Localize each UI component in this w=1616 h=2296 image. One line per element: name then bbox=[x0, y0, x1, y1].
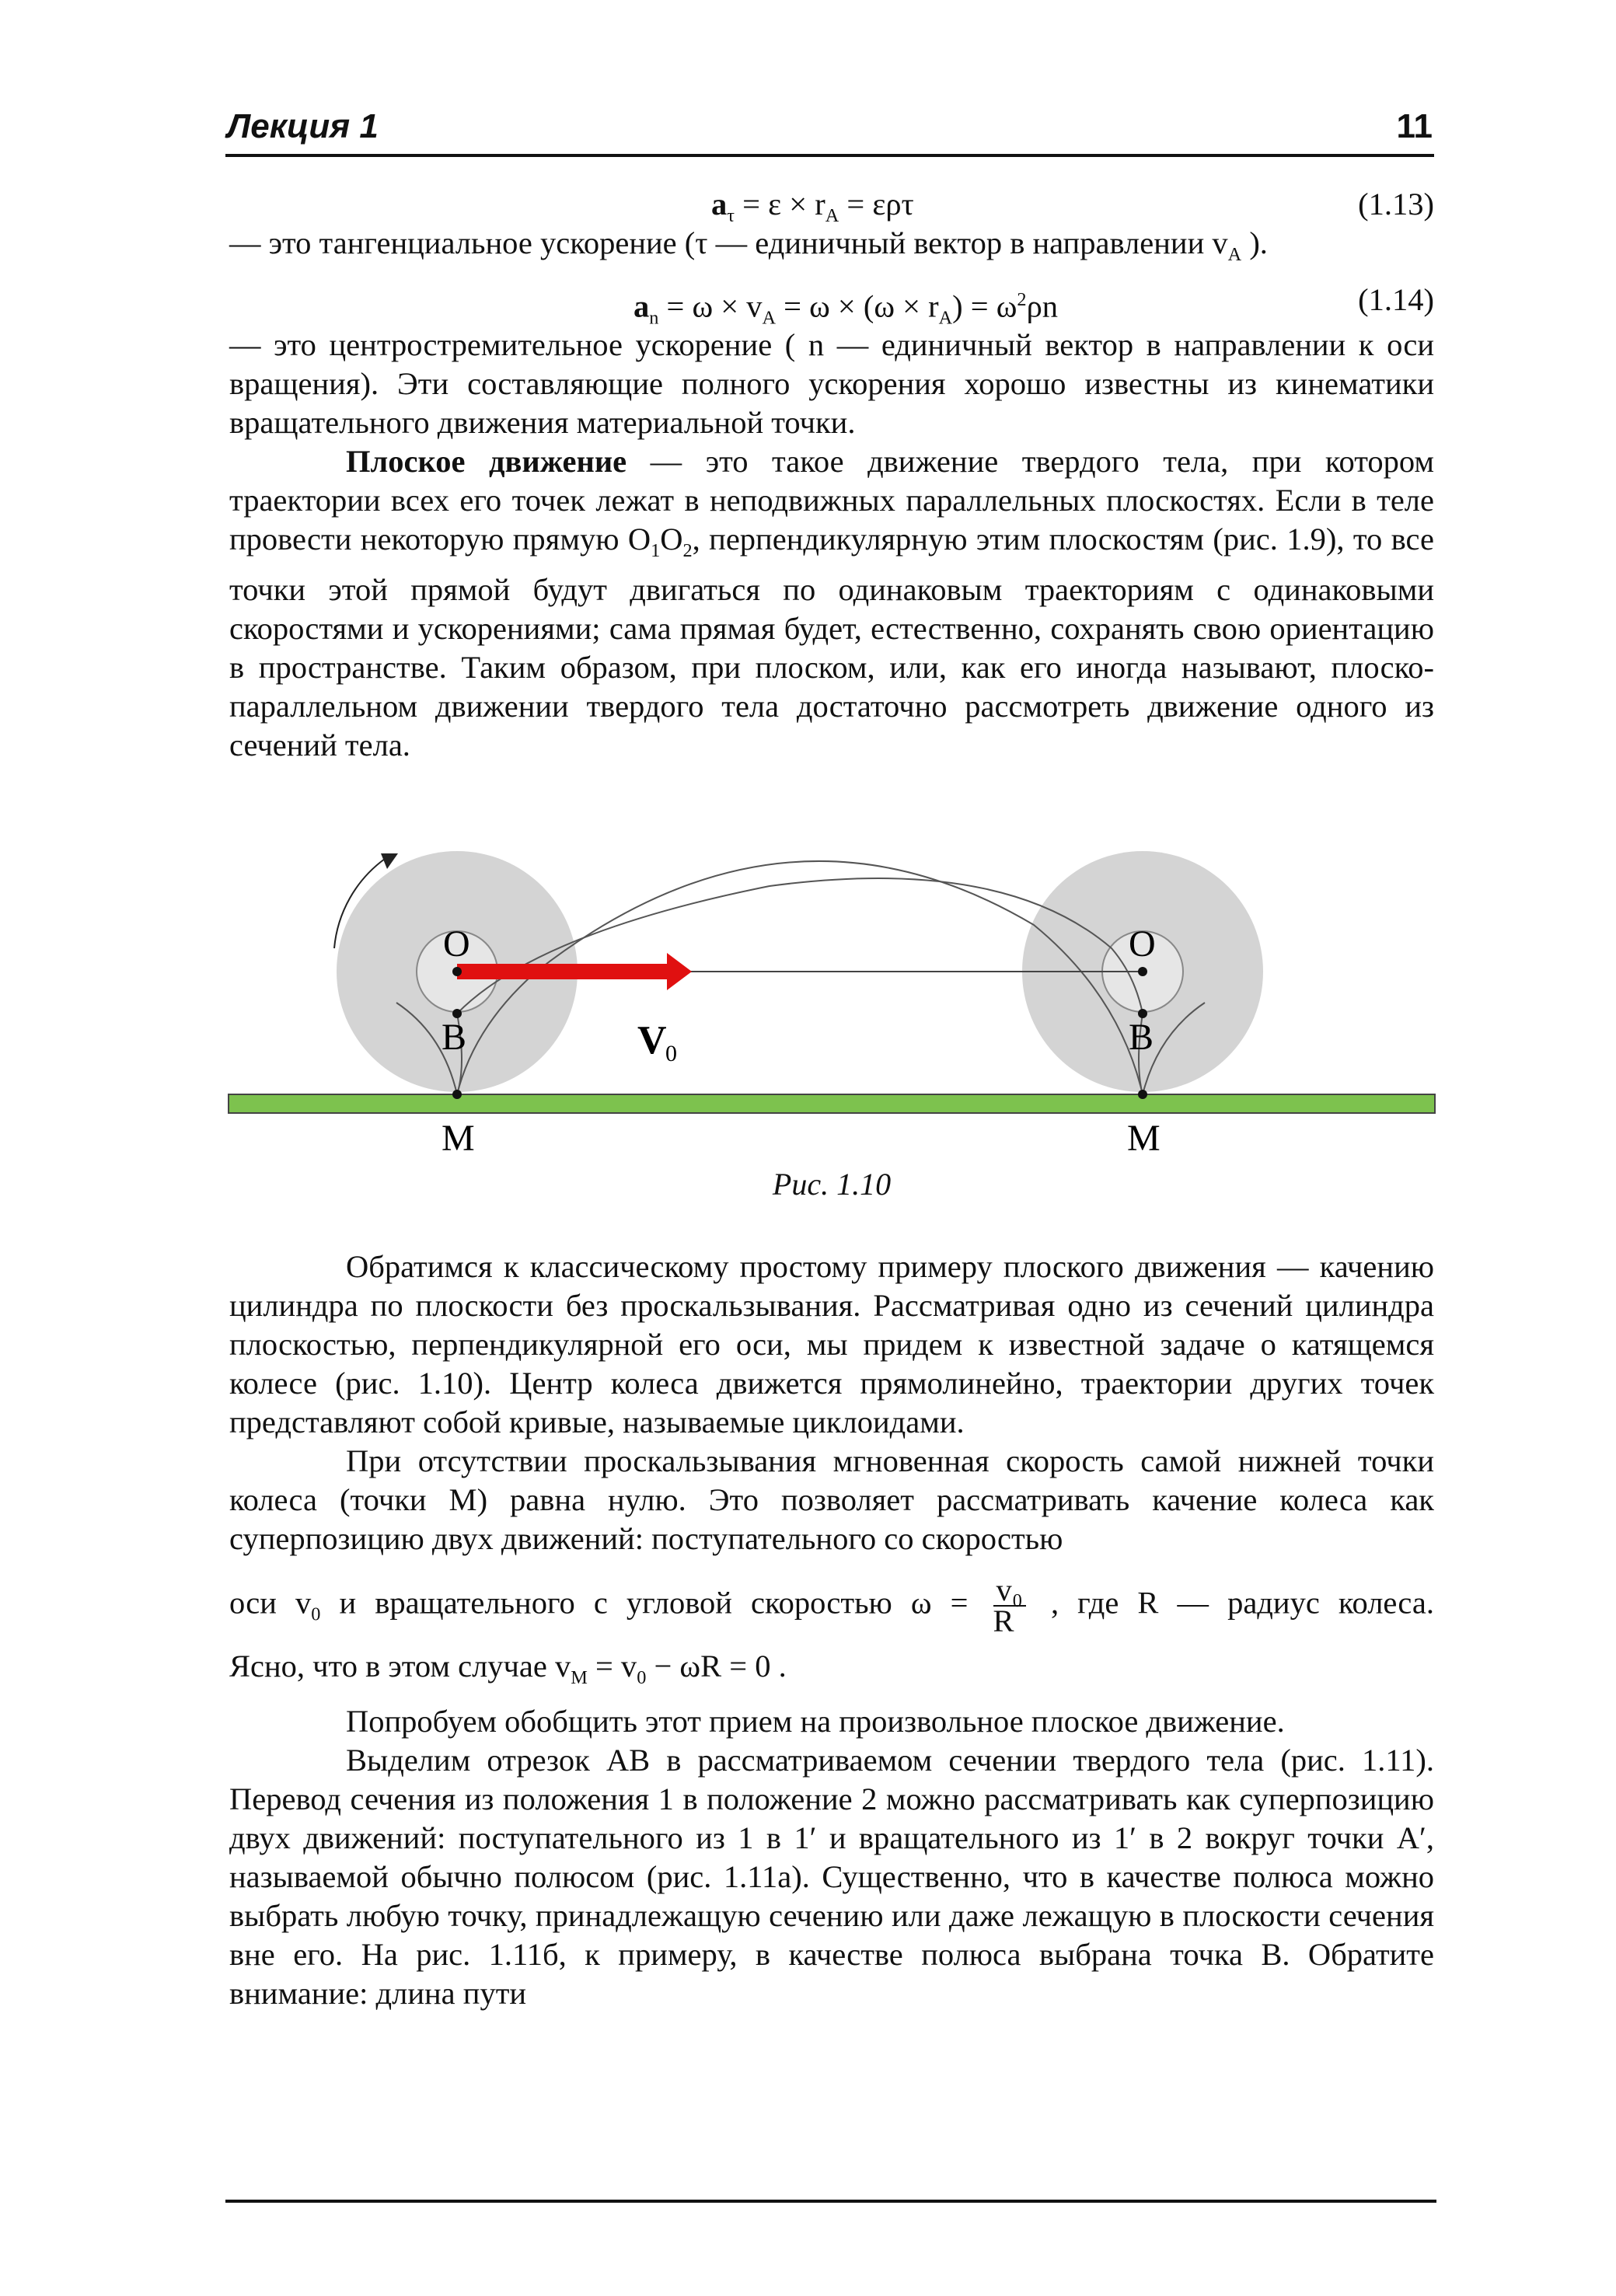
label-M-left: M bbox=[442, 1118, 475, 1159]
label-B-left: B bbox=[442, 1017, 467, 1058]
label-M-right: M bbox=[1127, 1118, 1161, 1159]
figure-1-10 bbox=[225, 839, 1438, 1228]
formula-1-14: $a_n = \omega \times v_A = \omega \times (\omega \times r_A) = \omega^2\rho n$ (1.14) bbox=[633, 282, 1434, 329]
label-velocity: V bbox=[637, 1018, 667, 1063]
page-number: 11 bbox=[1396, 107, 1433, 145]
omega-fraction: $\frac{\text{v₀}}{R}$ bbox=[993, 1575, 1026, 1636]
rolling-paragraph: Обратимся к классическому простому примеру плоского движения — качению цилиндра по плоскости без проскальзывания. Рассматривая одно из сечений цилиндра плоскостью, перпендикулярной его оси, мы придем к известной задаче о катящемся колесе (рис. 1.10). Центр колеса движется прямолинейно, траектории других точек представляют собой кривые, называемые циклоидами. bbox=[229, 1249, 1434, 1439]
point-O-left bbox=[452, 967, 462, 976]
bottom-rule bbox=[225, 2200, 1436, 2203]
no-slip-paragraph: При отсутствии проскальзывания мгновенная скорость самой нижней точки колеса (точки М) равна нулю. Это позволяет рассматривать качение колеса как суперпозицию двух движений: поступательного со скоростью bbox=[229, 1443, 1434, 1556]
clear-line: Ясно, что в этом случае $v_M = v_0 - \omega R = 0$ . bbox=[229, 1649, 787, 1689]
lecture-title: Лекция 1 bbox=[227, 107, 379, 145]
tangential-line: — это тангенциальное ускорение (τ — единичный вектор в направлении $v_A$ ). bbox=[229, 225, 1268, 266]
label-O-left: O bbox=[443, 923, 470, 965]
axis-velocity-line: оси $v_0$ и вращательного с угловой скоростью ω = $\frac{\text{v₀}}{R}$ , где R — радиус колеса. bbox=[229, 1572, 1434, 1638]
label-B-right: B bbox=[1129, 1017, 1154, 1058]
formula-1-13: $a_\tau = \varepsilon \times r_A = \varepsilon\rho\tau$ (1.13) bbox=[711, 187, 1434, 227]
figure-caption: Рис. 1.10 bbox=[772, 1167, 892, 1202]
point-M-right bbox=[1138, 1090, 1147, 1099]
point-M-left bbox=[452, 1090, 462, 1099]
label-velocity-sub: 0 bbox=[665, 1041, 677, 1066]
velocity-arrow-icon bbox=[667, 953, 692, 990]
try-paragraph: Попробуем обобщить этот прием на произвольное плоское движение. bbox=[346, 1704, 1285, 1739]
body-text-top bbox=[229, 185, 1434, 765]
plane-motion-term: Плоское движение bbox=[346, 444, 627, 480]
segment-ab-paragraph: Выделим отрезок AB в рассматриваемом сечении твердого тела (рис. 1.11). Перевод сечения из положения 1 в положение 2 можно рассматривать как суперпозицию двух движений: поступательного из 1 в 1′ и вращательного из 1′ в 2 вокруг точки A′, называемой обычно полюсом (рис. 1.11а). Существенно, что в качестве полюса можно выбрать любую точку, принадлежащую сечению или даже лежащую в плоскости сечения вне его. На рис. 1.11б, к примеру, в качестве полюса выбрана точка B. Обратите внимание: длина пути bbox=[229, 1743, 1434, 2012]
velocity-arrow-shaft bbox=[457, 964, 667, 979]
ground bbox=[229, 1094, 1435, 1113]
equation-number: (1.14) bbox=[1358, 282, 1434, 318]
page-header bbox=[225, 107, 1434, 157]
body-text-bottom bbox=[229, 1247, 1434, 2013]
rotation-arrowhead-icon bbox=[381, 853, 398, 869]
label-O-right: O bbox=[1129, 923, 1156, 965]
equation-number: (1.13) bbox=[1358, 187, 1434, 222]
point-O-right bbox=[1138, 967, 1147, 976]
plane-motion-paragraph: Плоское движение — это такое движение твердого тела, при котором траектории всех его точек лежат в неподвижных параллельных плоскостях. Если в теле провести некоторую прямую $O_1O_2$, перпендикулярную этим плоскостям (рис. 1.9), то все точки этой прямой будут двигаться по одинаковым траекториям с одинаковыми скоростями и ускорениями; сама прямая будет, естественно, сохранять свою ориентацию в пространстве. Таким образом, при плоском, или, как его иногда называют, плоско-параллельном движении твердого тела достаточно рассмотреть движение одного из сечений тела. bbox=[229, 444, 1434, 763]
centripetal-paragraph: — это центростремительное ускорение ( n — единичный вектор в направлении к оси вращения). Эти составляющие полного ускорения хорошо известны из кинематики вращательного движения материальной точки. bbox=[229, 327, 1434, 441]
